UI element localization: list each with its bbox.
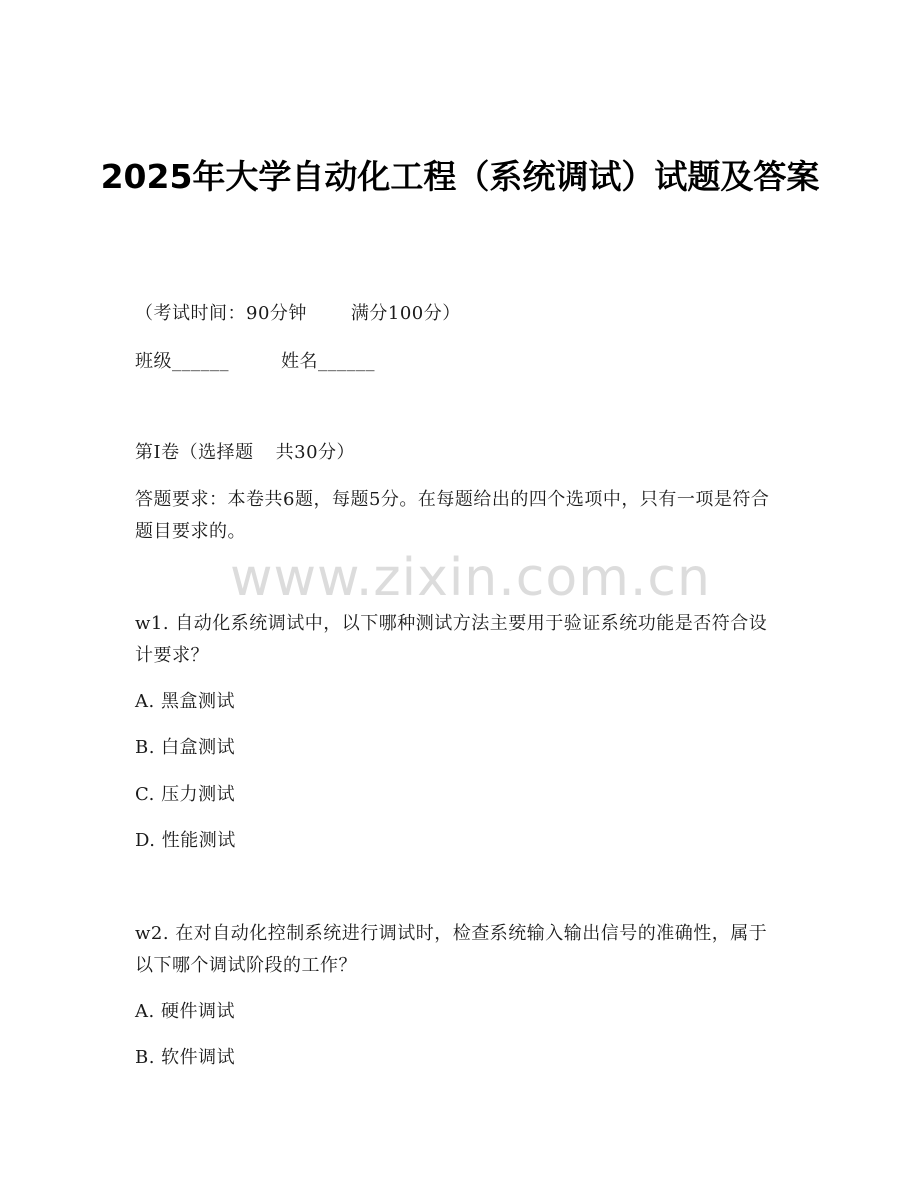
- watermark: www.zixin.com.cn: [230, 548, 711, 608]
- exam-time: （考试时间：90分钟: [135, 303, 307, 324]
- question-2-option-b: B. 软件调试: [135, 1047, 236, 1068]
- section-heading: [135, 441, 785, 465]
- section-instructions: 答题要求：本卷共6题，每题5分。在每题给出的四个选项中，只有一项是符合题目要求的。: [135, 489, 770, 542]
- question-1-option-b: B. 白盒测试: [135, 737, 236, 758]
- exam-score: 满分100分）: [350, 303, 461, 324]
- question-1-option-d: D. 性能测试: [135, 830, 236, 851]
- section-title: 第Ⅰ卷（选择题: [135, 442, 254, 463]
- question-2-option-a: A. 硬件调试: [135, 1001, 235, 1022]
- question-2-stem: w2. 在对自动化控制系统进行调试时，检查系统输入输出信号的准确性，属于以下哪个调试阶段的工作？: [135, 923, 768, 976]
- question-1-option-c: C. 压力测试: [135, 784, 236, 805]
- document-title: 2025年大学自动化工程（系统调试）试题及答案: [100, 157, 820, 196]
- question-1-stem: w1. 自动化系统调试中，以下哪种测试方法主要用于验证系统功能是否符合设计要求？: [135, 613, 768, 666]
- exam-info: [135, 302, 785, 326]
- name-field: 姓名______: [281, 351, 375, 372]
- section-total: 共30分）: [275, 442, 356, 463]
- question-1-option-a: A. 黑盒测试: [135, 691, 235, 712]
- student-info: [135, 350, 785, 374]
- class-field: 班级______: [135, 351, 229, 372]
